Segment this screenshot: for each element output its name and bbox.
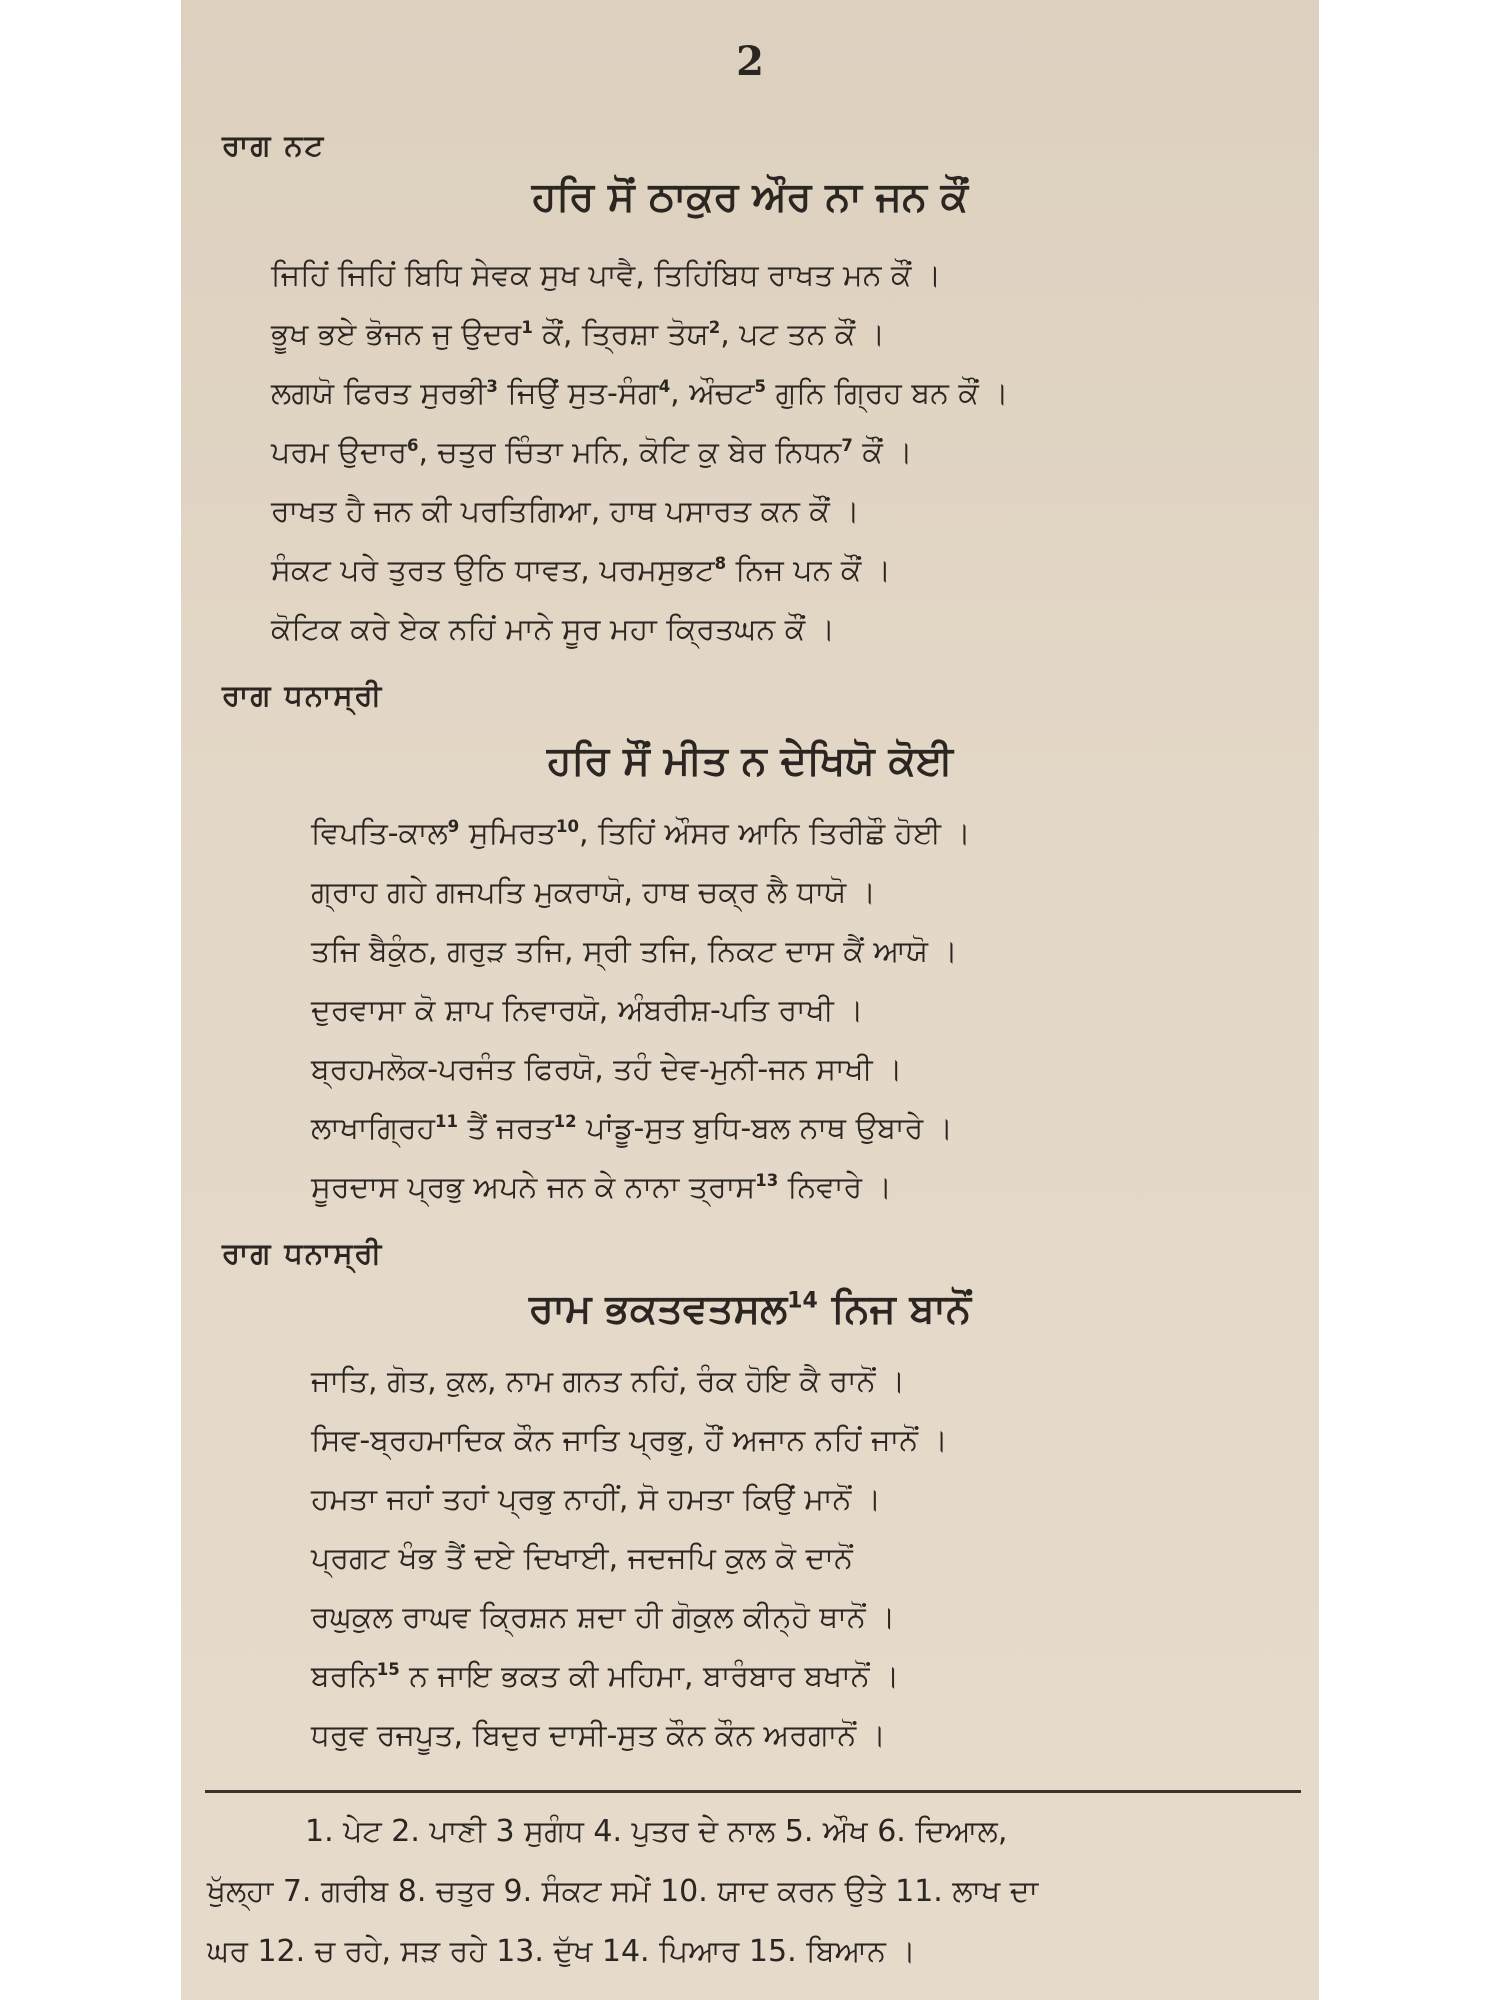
footnote-ref: 14 xyxy=(787,1288,818,1314)
footnote-ref: 10 xyxy=(556,817,579,836)
verse-line: ਗ੍ਰਾਹ ਗਹੇ ਗਜਪਤਿ ਮੁਕਰਾਯੋ, ਹਾਥ ਚਕ੍ਰ ਲੈ ਧਾਯੋ । xyxy=(311,875,876,910)
verse-line: ਸੂਰਦਾਸ ਪ੍ਰਭੁ ਅਪਨੇ ਜਨ ਕੇ ਨਾਨਾ ਤ੍ਰਾਸ$^{13}$ ਨਿਵਾਰੇ । xyxy=(311,1170,892,1205)
verse-line: ਪਰਮ ਉਦਾਰ$^6$, ਚਤੁਰ ਚਿੰਤਾ ਮਨਿ, ਕੋਟਿ ਕੁ ਬੇਰ ਨਿਧਨ$^7$ ਕੌਂ । xyxy=(271,435,913,470)
verse-line: ਬਰਨਿ$^{15}$ ਨ ਜਾਇ ਭਕਤ ਕੀ ਮਹਿਮਾ, ਬਾਰੰਬਾਰ ਬਖਾਨੋਂ । xyxy=(311,1659,900,1694)
verse-line: ਬ੍ਰਹਮਲੋਕ-ਪਰਜੰਤ ਫਿਰਯੋ, ਤਹੰ ਦੇਵ-ਮੁਨੀ-ਜਨ ਸਾਖੀ । xyxy=(311,1052,903,1087)
verse-line: ਲਗਯੋ ਫਿਰਤ ਸੁਰਭੀ$^3$ ਜਿਉਂ ਸੁਤ-ਸੰਗ$^4$, ਔਚਟ$^5$ ਗੁਨਿ ਗ੍ਰਿਹ ਬਨ ਕੌਂ । xyxy=(271,376,1009,411)
footnote-ref: 5 xyxy=(754,377,766,396)
verse-line: ਰਾਖਤ ਹੈ ਜਨ ਕੀ ਪਰਤਿਗਿਆ, ਹਾਥ ਪਸਾਰਤ ਕਨ ਕੌਂ । xyxy=(271,494,860,529)
raag-label: ਰਾਗ ਧਨਾਸ੍ਰੀ xyxy=(222,678,384,712)
hymn-title: ਰਾਮ ਭਕਤਵਤਸਲ$^{14}$ ਨਿਜ ਬਾਨੋਂ xyxy=(528,1286,972,1332)
footnote-ref: 6 xyxy=(406,436,419,455)
footnote-ref: 11 xyxy=(435,1112,458,1131)
footnote-ref: 1 xyxy=(521,318,533,337)
verse-line: ਤਜਿ ਬੈਕੁੰਠ, ਗਰੁੜ ਤਜਿ, ਸ੍ਰੀ ਤਜਿ, ਨਿਕਟ ਦਾਸ ਕੈਂ ਆਯੋ । xyxy=(311,934,958,969)
footnote-ref: 12 xyxy=(553,1112,577,1131)
footnote-ref: 15 xyxy=(376,1660,400,1679)
verse-line: ਸਿਵ-ਬ੍ਰਹਮਾਦਿਕ ਕੌਨ ਜਾਤਿ ਪ੍ਰਭੁ, ਹੌਂ ਅਜਾਨ ਨਹਿਂ ਜਾਨੋਂ । xyxy=(311,1423,948,1458)
hymn-title: ਹਰਿ ਸੌਂ ਮੀਤ ਨ ਦੇਖਿਯੋ ਕੋਈ xyxy=(547,738,953,784)
footnote-line: 1. ਪੇਟ 2. ਪਾਣੀ 3 ਸੁਗੰਧ 4. ਪੁਤਰ ਦੇ ਨਾਲ 5. ਔਖ 6. ਦਿਆਲ, xyxy=(305,1814,1008,1849)
footnote-ref: 8 xyxy=(714,554,727,573)
verse-line: ਦੁਰਵਾਸਾ ਕੋ ਸ਼ਾਪ ਨਿਵਾਰਯੋ, ਅੰਬਰੀਸ਼-ਪਤਿ ਰਾਖੀ । xyxy=(311,993,864,1028)
footnote-ref: 3 xyxy=(486,377,498,396)
book-page xyxy=(181,0,1319,2000)
footnote-line: ਖੁੱਲ੍ਹਾ 7. ਗਰੀਬ 8. ਚਤੁਰ 9. ਸੰਕਟ ਸਮੇਂ 10. ਯਾਦ ਕਰਨ ਉਤੇ 11. ਲਾਖ ਦਾ xyxy=(207,1874,1039,1909)
verse-line: ਧਰੁਵ ਰਜਪੂਤ, ਬਿਦੁਰ ਦਾਸੀ-ਸੁਤ ਕੌਨ ਕੌਨ ਅਰਗਾਨੋਂ । xyxy=(311,1718,886,1753)
footnote-ref: 4 xyxy=(658,377,671,396)
footnote-ref: 13 xyxy=(755,1171,779,1190)
verse-line: ਲਾਖਾਗ੍ਰਿਹ$^{11}$ ਤੈਂ ਜਰਤ$^{12}$ ਪਾਂਡੂ-ਸੁਤ ਬੁਧਿ-ਬਲ ਨਾਥ ਉਬਾਰੇ । xyxy=(311,1111,953,1146)
verse-line: ਭੂਖ ਭਏ ਭੋਜਨ ਜੁ ਉਦਰ$^1$ ਕੌਂ, ਤ੍ਰਿਸ਼ਾ ਤੋਯ$^2$, ਪਟ ਤਨ ਕੌਂ । xyxy=(271,317,886,352)
verse-line: ਜਾਤਿ, ਗੋਤ, ਕੁਲ, ਨਾਮ ਗਨਤ ਨਹਿਂ, ਰੰਕ ਹੋਇ ਕੈ ਰਾਨੋਂ । xyxy=(311,1364,906,1399)
verse-line: ਵਿਪਤਿ-ਕਾਲ$^9$ ਸੁਮਿਰਤ$^{10}$, ਤਿਹਿਂ ਔਸਰ ਆਨਿ ਤਿਰੀਛੌ ਹੋਈ । xyxy=(311,816,971,851)
verse-line: ਕੋਟਿਕ ਕਰੇ ਏਕ ਨਹਿਂ ਮਾਨੇ ਸੂਰ ਮਹਾ ਕ੍ਰਿਤਘਨ ਕੌਂ । xyxy=(271,612,835,647)
verse-line: ਰਘੁਕੁਲ ਰਾਘਵ ਕ੍ਰਿਸ਼ਨ ਸ਼ਦਾ ਹੀ ਗੋਕੁਲ ਕੀਨ੍ਹੋ ਥਾਨੋਂ । xyxy=(311,1600,896,1635)
footnote-ref: 2 xyxy=(708,318,721,337)
hymn-title: ਹਰਿ ਸੋਂ ਠਾਕੁਰ ਔਰ ਨਾ ਜਨ ਕੌਂ xyxy=(531,174,969,220)
footnote-ref: 7 xyxy=(841,436,853,455)
raag-label: ਰਾਗ ਧਨਾਸ੍ਰੀ xyxy=(222,1236,384,1270)
verse-line: ਹਮਤਾ ਜਹਾਂ ਤਹਾਂ ਪ੍ਰਭੁ ਨਾਹੀਂ, ਸੋ ਹਮਤਾ ਕਿਉਂ ਮਾਨੋਂ । xyxy=(311,1482,882,1517)
verse-line: ਸੰਕਟ ਪਰੇ ਤੁਰਤ ਉਠਿ ਧਾਵਤ, ਪਰਮਸੁਭਟ$^8$ ਨਿਜ ਪਨ ਕੌਂ । xyxy=(271,553,892,588)
verse-line: ਜਿਹਿਂ ਜਿਹਿਂ ਬਿਧਿ ਸੇਵਕ ਸੁਖ ਪਾਵੈ, ਤਿਹਿਂਬਿਧ ਰਾਖਤ ਮਨ ਕੌਂ । xyxy=(271,258,942,293)
footnote-divider xyxy=(205,1790,1301,1793)
page-number: 2 xyxy=(736,38,764,85)
footnote-ref: 9 xyxy=(447,817,460,836)
raag-label: ਰਾਗ ਨਟ xyxy=(222,128,326,162)
verse-line: ਪ੍ਰਗਟ ਖੰਭ ਤੈਂ ਦਏ ਦਿਖਾਈ, ਜਦਜਪਿ ਕੁਲ ਕੋ ਦਾਨੋਂ xyxy=(311,1541,853,1576)
footnote-line: ਘਰ 12. ਚ ਰਹੇ, ਸੜ ਰਹੇ 13. ਦੁੱਖ 14. ਪਿਆਰ 15. ਬਿਆਨ । xyxy=(207,1934,916,1969)
